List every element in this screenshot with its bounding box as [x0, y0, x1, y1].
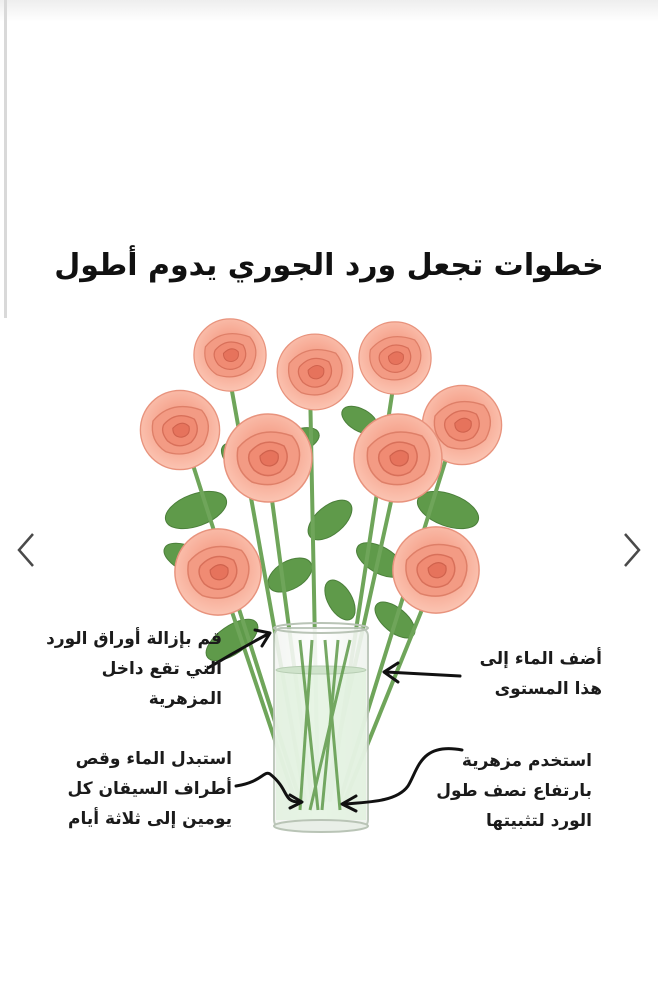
- next-button[interactable]: [612, 525, 652, 575]
- tip-line: أضف الماء إلى: [479, 649, 602, 669]
- page-title: خطوات تجعل ورد الجوري يدوم أطول: [54, 248, 604, 283]
- previous-button[interactable]: [6, 525, 46, 575]
- tip-water-level: [452, 644, 602, 704]
- tip-line: يومين إلى ثلاثة أيام: [67, 809, 232, 829]
- chevron-left-icon: [13, 530, 39, 570]
- tip-line: قم بإزالة أوراق الورد: [46, 629, 222, 649]
- tip-line: هذا المستوى: [494, 679, 602, 699]
- tip-remove-leaves: [32, 624, 222, 714]
- tip-change-water: [52, 744, 232, 834]
- chevron-right-icon: [619, 530, 645, 570]
- tip-vase-height: [424, 746, 592, 836]
- tip-line: استبدل الماء وقص: [75, 749, 232, 769]
- tip-line: الورد لتثبيتها: [486, 811, 592, 831]
- tip-line: التي تقع داخل: [101, 659, 222, 679]
- tip-line: بارتفاع نصف طول: [436, 781, 592, 801]
- tip-line: أطراف السيقان كل: [67, 779, 232, 799]
- tip-line: استخدم مزهرية: [461, 751, 592, 771]
- tip-line: المزهرية: [148, 689, 222, 709]
